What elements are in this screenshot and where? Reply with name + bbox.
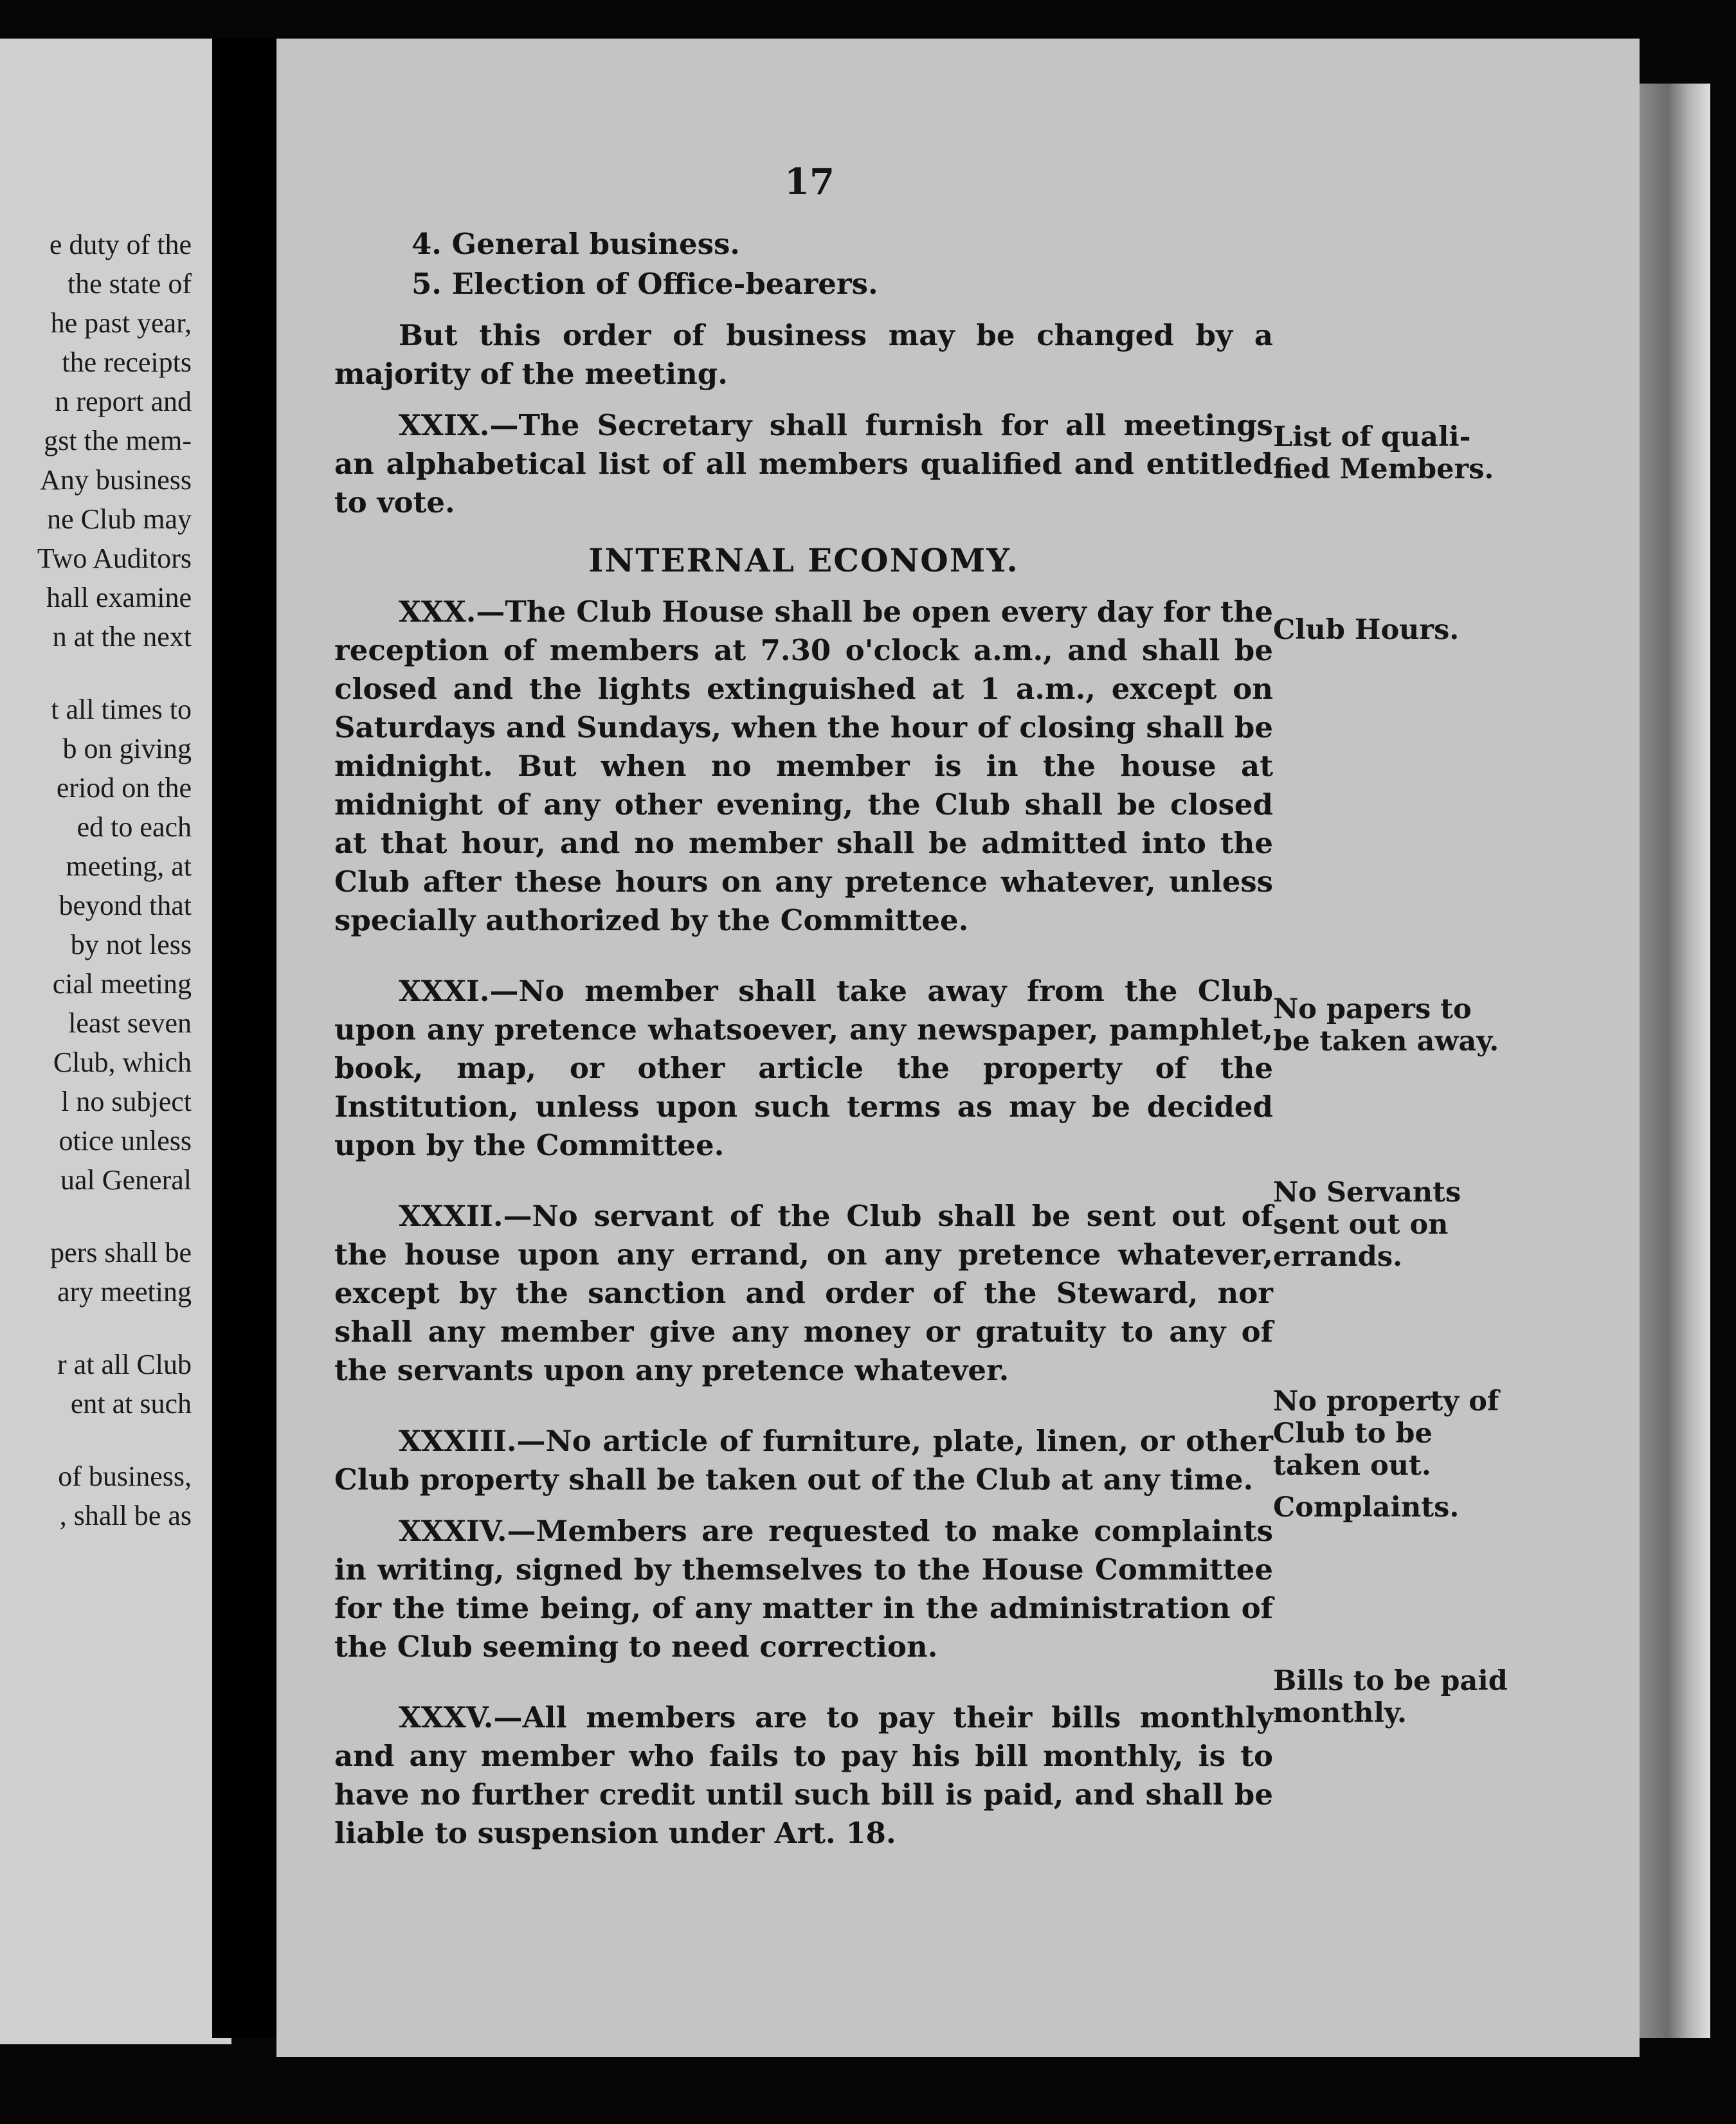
margin-note-no-property: No property of Club to be taken out. — [1273, 1385, 1499, 1482]
article-35: XXXV.—All members are to pay their bills monthly and any member who fails to pay his bill monthly, is to have no further credit until such bill is paid, and shall be liable to suspension under Art. 18. — [334, 1700, 1273, 1850]
margin-note-bills: Bills to be paid monthly. — [1273, 1665, 1508, 1729]
left-line: by not less — [70, 929, 192, 960]
book-spine — [212, 39, 276, 2038]
left-line-gap — [37, 656, 192, 690]
margin-note-no-papers: No papers to be taken away. — [1273, 993, 1499, 1058]
left-line-gap — [37, 1423, 192, 1457]
left-line-gap — [37, 1311, 192, 1345]
left-line-gap — [37, 1200, 192, 1233]
left-line: ary meeting — [57, 1276, 192, 1308]
section-heading: INTERNAL ECONOMY. — [588, 541, 1019, 579]
left-line: b on giving — [62, 733, 192, 764]
left-line: Club, which — [53, 1047, 192, 1078]
article-34: XXXIV.—Members are requested to make complaints in writing, signed by themselves to the House Committee for the time being, of any matter in the administration of the Club seeming to need correction. — [334, 1514, 1273, 1664]
left-line: of business, — [58, 1461, 192, 1492]
left-line: the receipts — [62, 346, 192, 378]
margin-note-club-hours: Club Hours. — [1273, 614, 1460, 646]
article-31: XXXI.—No member shall take away from the Club upon any pretence whatsoever, any newspaper, pamphlet, book, map, or other article the property of the Institution, unless upon such terms as may be decided upon by the Committee. — [334, 974, 1273, 1162]
left-line: gst the mem- — [44, 425, 192, 456]
left-line: e duty of the — [49, 229, 192, 260]
page-body — [334, 225, 1273, 1866]
left-line: he past year, — [50, 307, 192, 339]
list-item-election: 5. Election of Office-bearers. — [411, 267, 878, 301]
left-line: n at the next — [52, 621, 192, 652]
left-line: Any business — [40, 464, 192, 496]
left-line: the state of — [67, 268, 192, 300]
left-page-text — [37, 225, 192, 1535]
left-line: r at all Club — [57, 1349, 192, 1380]
left-line: pers shall be — [50, 1237, 192, 1268]
article-33: XXXIII.—No article of furniture, plate, linen, or other Club property shall be taken out of the Club at any time. — [334, 1424, 1273, 1497]
left-line: , shall be as — [59, 1500, 192, 1531]
left-line: otice unless — [59, 1125, 192, 1156]
page-edge — [1640, 84, 1710, 2038]
left-line: cial meeting — [52, 968, 192, 1000]
left-page — [0, 39, 231, 2044]
article-29: XXIX.—The Secretary shall furnish for all meetings an alphabetical list of all members qualified and entitled to vote. — [334, 408, 1273, 519]
left-line: ual General — [60, 1164, 192, 1196]
left-line: n report and — [55, 386, 192, 417]
article-30: XXX.—The Club House shall be open every day for the reception of members at 7.30 o'clock a.m., and shall be closed and the lights extinguished at 1 a.m., except on Saturdays and Sundays, when the hour of closing shall be midnight. But when no member is in the house at midnight of any other evening, the Club shall be closed at that hour, and no member shall be admitted into the Club after these hours on any pretence whatever, unless specially authorized by the Committee. — [334, 595, 1273, 937]
margin-note-no-servants: No Servants sent out on errands. — [1273, 1176, 1461, 1273]
left-line: ne Club may — [47, 503, 192, 535]
left-line: ed to each — [77, 811, 192, 843]
margin-note-qualified-list: List of quali-fied Members. — [1273, 421, 1494, 485]
list-item-general-business: 4. General business. — [411, 227, 740, 261]
article-32: XXXII.—No servant of the Club shall be sent out of the house upon any errand, on any pretence whatever, except by the sanction and order of the Steward, nor shall any member give any money or gratuity to any of the servants upon any pretence whatever. — [334, 1199, 1273, 1387]
left-line: l no subject — [61, 1086, 192, 1117]
order-of-business-note: But this order of business may be changed by a majority of the meeting. — [334, 318, 1273, 391]
left-line: Two Auditors — [37, 543, 192, 574]
left-line: beyond that — [59, 890, 192, 921]
left-line: eriod on the — [56, 772, 192, 804]
left-line: least seven — [68, 1007, 192, 1039]
left-line: ent at such — [70, 1388, 192, 1419]
left-line: t all times to — [51, 694, 192, 725]
page-number: 17 — [784, 161, 835, 203]
left-line: meeting, at — [66, 851, 192, 882]
left-line: hall examine — [46, 582, 192, 613]
margin-note-complaints: Complaints. — [1273, 1491, 1460, 1524]
